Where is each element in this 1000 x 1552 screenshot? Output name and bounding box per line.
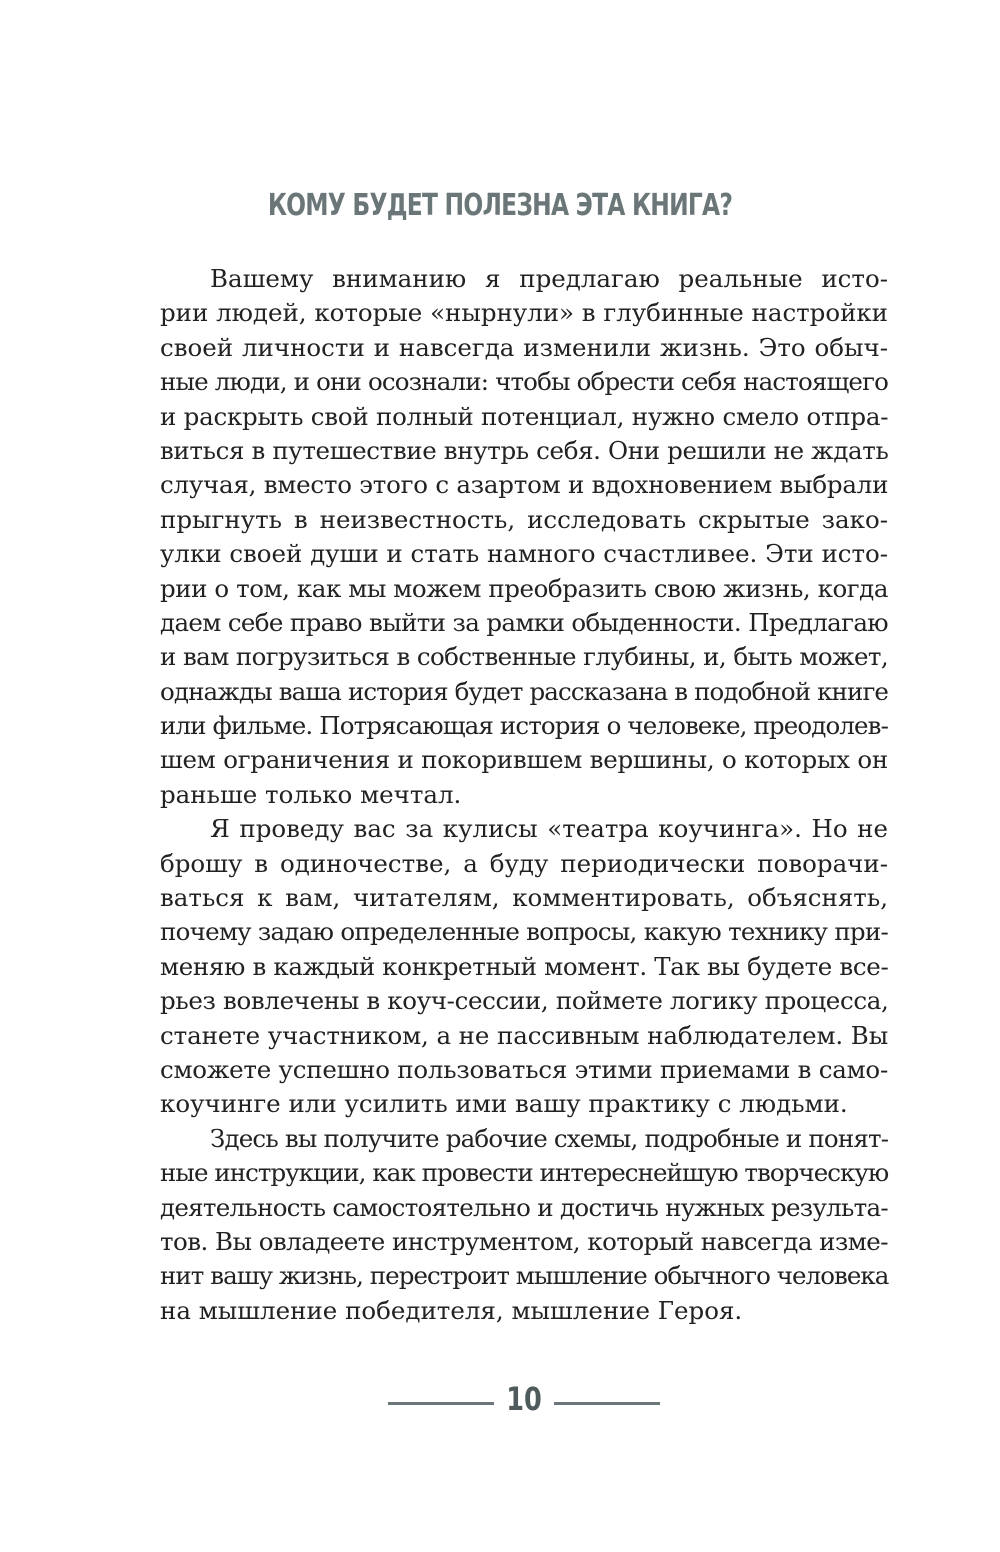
text-line: деятельность самостоятельно и достичь нужных результа- — [160, 1192, 888, 1222]
text-line: прыгнуть в неизвестность, исследовать скрытые зако- — [160, 504, 888, 534]
text-line: нит вашу жизнь, перестроит мышление обычного человека — [160, 1261, 889, 1291]
chapter-heading: КОМУ БУДЕТ ПОЛЕЗНА ЭТА КНИГА? — [267, 188, 733, 223]
text-line: брошу в одиночестве, а буду периодически поворачи- — [160, 848, 888, 878]
body-text — [160, 262, 888, 1328]
text-line: тов. Вы овладеете инструментом, который навсегда изме- — [160, 1226, 888, 1256]
text-line: однажды ваша история будет рассказана в подобной книге — [160, 676, 889, 706]
text-line: ваться к вам, читателям, комментировать, объяснять, — [160, 883, 888, 913]
text-line: своей личности и навсегда изменили жизнь. Это обыч- — [160, 332, 888, 362]
text-line: ные инструкции, как провести интереснейшую творческую — [160, 1158, 889, 1188]
text-line: шем ограничения и покорившем вершины, о которых он — [160, 745, 888, 775]
paragraph-3 — [160, 1122, 888, 1328]
text-line: Я проведу вас за кулисы «театра коучинга». Но не — [210, 814, 888, 844]
text-line: рии людей, которые «нырнули» в глубинные настройки — [160, 298, 888, 328]
text-line: меняю в каждый конкретный момент. Так вы будете все- — [160, 951, 889, 981]
page-number: 10 — [506, 1380, 542, 1418]
paragraph-1 — [160, 262, 888, 812]
text-line: Вашему вниманию я предлагаю реальные исто- — [210, 264, 888, 293]
text-line: сможете успешно пользоваться этими приемами в само- — [160, 1054, 888, 1084]
text-line: даем себе право выйти за рамки обыденности. Предлагаю — [160, 607, 888, 637]
text-line: рьез вовлечены в коуч-сессии, поймете логику процесса, — [160, 986, 889, 1016]
text-line: коучинге или усилить ими вашу практику с людьми. — [160, 1089, 848, 1119]
paragraph-2 — [160, 812, 888, 1122]
text-line: раньше только мечтал. — [160, 779, 462, 809]
text-line: на мышление победителя, мышление Героя. — [160, 1295, 743, 1325]
text-line: рии о том, как мы можем преобразить свою жизнь, когда — [160, 573, 888, 603]
text-line: Здесь вы получите рабочие схемы, подробные и понят- — [210, 1123, 889, 1153]
footer-rule-right — [554, 1402, 660, 1405]
text-line: улки своей души и стать намного счастливее. Эти исто- — [160, 539, 888, 569]
text-line: ные люди, и они осознали: чтобы обрести себя настоящего — [160, 367, 888, 397]
text-line: почему задаю определенные вопросы, какую технику при- — [160, 917, 888, 947]
text-line: случая, вместо этого с азартом и вдохновением выбрали — [160, 470, 889, 500]
footer-rule-left — [388, 1402, 494, 1405]
text-line: станете участником, а не пассивным наблюдателем. Вы — [160, 1020, 889, 1050]
text-line: и раскрыть свой полный потенциал, нужно смело отпра- — [160, 401, 889, 431]
text-line: или фильме. Потрясающая история о человеке, преодолев- — [160, 711, 888, 741]
text-line: и вам погрузиться в собственные глубины, и, быть может, — [160, 642, 889, 672]
text-line: виться в путешествие внутрь себя. Они решили не ждать — [160, 435, 889, 465]
page-footer — [0, 1380, 1000, 1420]
